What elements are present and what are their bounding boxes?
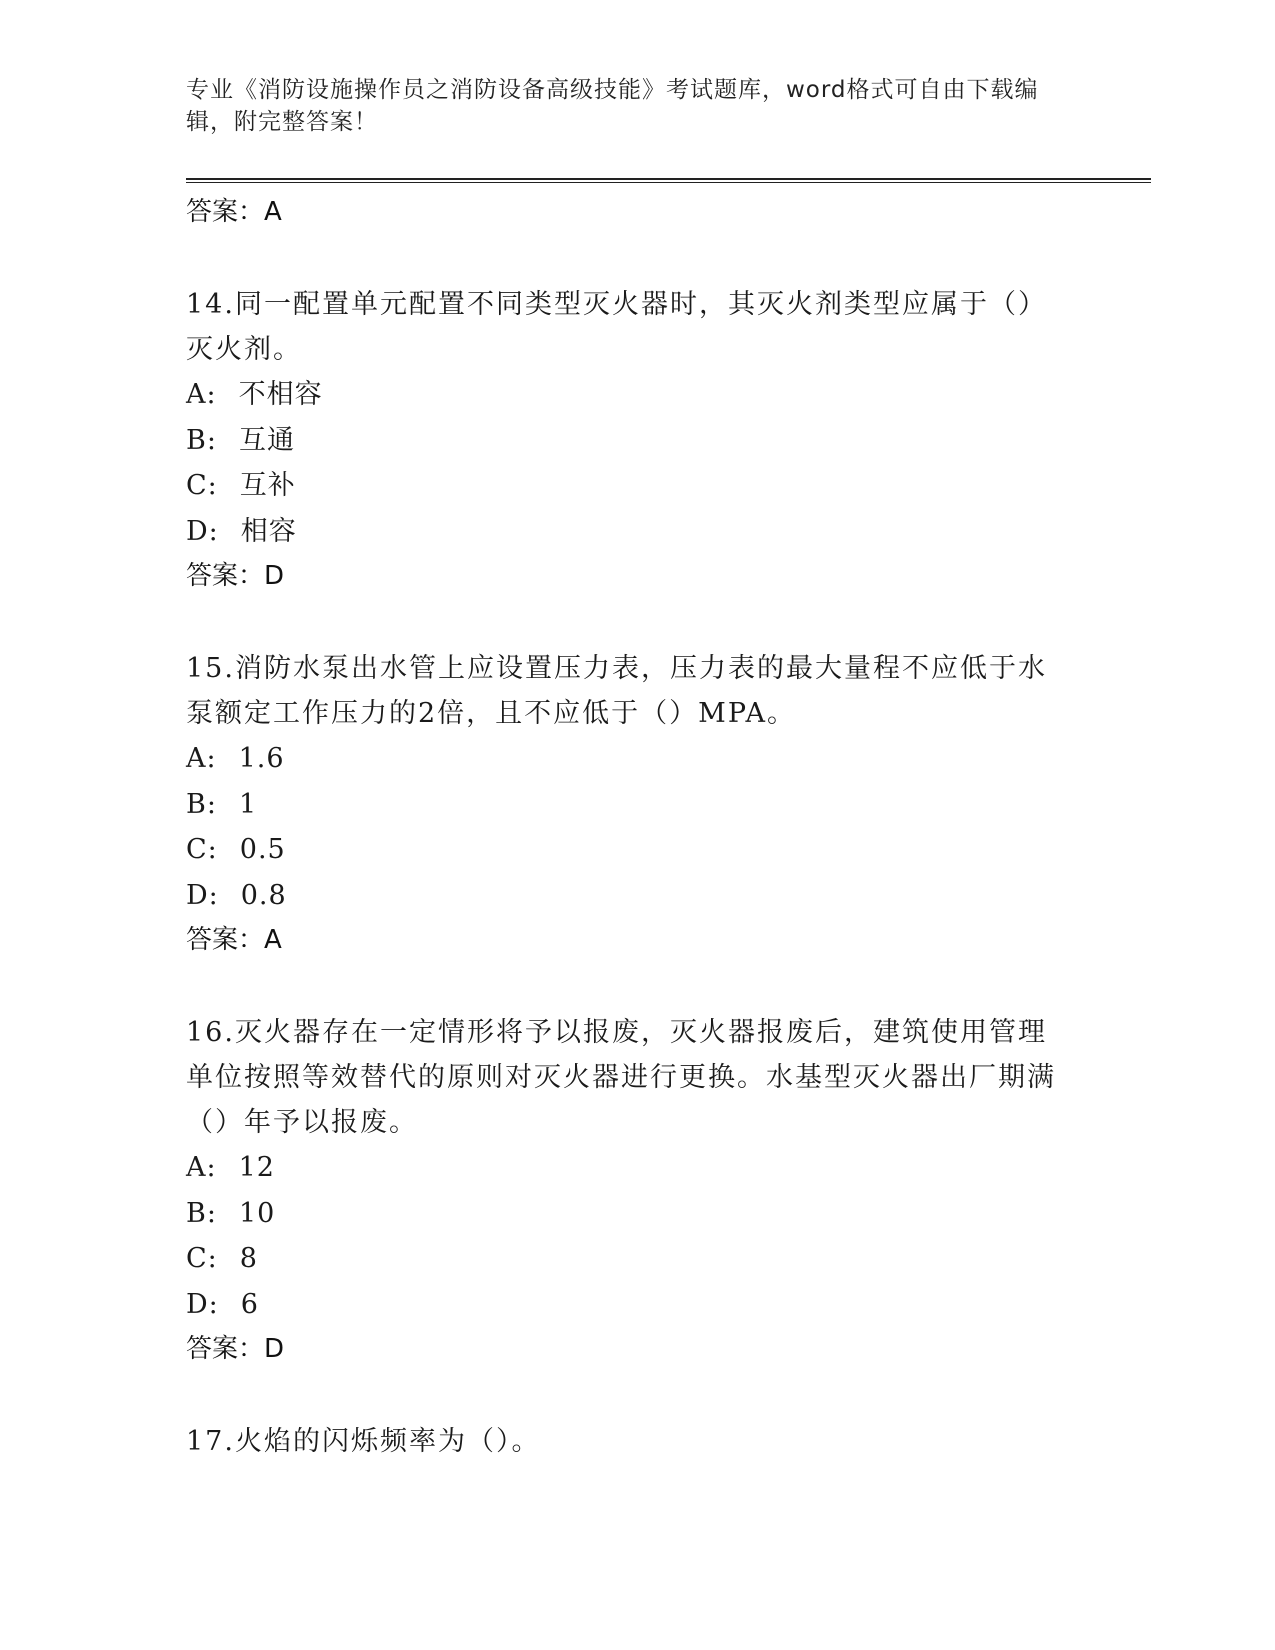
option-text: 1 bbox=[238, 788, 258, 820]
option-key: D: bbox=[186, 879, 219, 911]
option-text: 0.5 bbox=[239, 834, 286, 865]
option-key: A: bbox=[186, 1152, 217, 1183]
option-key: B: bbox=[186, 788, 217, 820]
option-line bbox=[186, 827, 1066, 873]
option-line bbox=[186, 736, 1066, 782]
option-text: 1.6 bbox=[238, 743, 285, 774]
option-line bbox=[186, 873, 1066, 919]
option-text: 0.8 bbox=[240, 879, 287, 911]
option-line bbox=[186, 1191, 1066, 1237]
document-page bbox=[186, 0, 1151, 1650]
document-header: 专业《消防设施操作员之消防设备高级技能》考试题库，word格式可自由下载编辑，附完整答案！ bbox=[186, 77, 1039, 135]
option-line bbox=[186, 1236, 1066, 1282]
option-key: A: bbox=[186, 379, 217, 410]
option-line bbox=[186, 1282, 1066, 1328]
option-text: 6 bbox=[240, 1288, 259, 1320]
option-line bbox=[186, 463, 1066, 509]
option-line bbox=[186, 372, 1066, 418]
question-text: 16.灭火器存在一定情形将予以报废，灭火器报废后，建筑使用管理单位按照等效替代的原则对灭火器进行更换。水基型灭火器出厂期满（）年予以报废。 bbox=[186, 1017, 1056, 1138]
answer-line: 答案：D bbox=[186, 1334, 285, 1364]
header-divider bbox=[186, 178, 1151, 183]
option-key: A: bbox=[186, 743, 217, 774]
option-key: D: bbox=[186, 515, 219, 547]
option-line bbox=[186, 509, 1066, 555]
option-key: C: bbox=[186, 470, 218, 501]
option-key: B: bbox=[186, 1197, 217, 1229]
answer-line: 答案：D bbox=[186, 561, 285, 591]
answer-line: 答案：A bbox=[186, 925, 282, 955]
document-body bbox=[186, 190, 1066, 1464]
option-key: B: bbox=[186, 424, 217, 456]
option-key: D: bbox=[186, 1288, 219, 1320]
question-text: 17.火焰的闪烁频率为（）。 bbox=[186, 1426, 541, 1457]
option-line bbox=[186, 782, 1066, 828]
option-line bbox=[186, 1145, 1066, 1191]
option-text: 10 bbox=[238, 1197, 276, 1229]
question-text: 15.消防水泵出水管上应设置压力表，压力表的最大量程不应低于水泵额定工作压力的2倍，且不应低于（）MPA。 bbox=[186, 653, 1047, 729]
question-text: 14.同一配置单元配置不同类型灭火器时，其灭火剂类型应属于（）灭火剂。 bbox=[186, 289, 1047, 365]
option-key: C: bbox=[186, 834, 218, 865]
option-line bbox=[186, 418, 1066, 464]
option-key: C: bbox=[186, 1243, 218, 1274]
option-text: 互补 bbox=[239, 470, 296, 501]
option-text: 不相容 bbox=[238, 379, 323, 410]
option-text: 12 bbox=[238, 1152, 275, 1183]
option-text: 8 bbox=[239, 1243, 258, 1274]
option-text: 相容 bbox=[240, 515, 297, 547]
option-text: 互通 bbox=[238, 424, 295, 456]
answer-line: 答案：A bbox=[186, 197, 282, 227]
